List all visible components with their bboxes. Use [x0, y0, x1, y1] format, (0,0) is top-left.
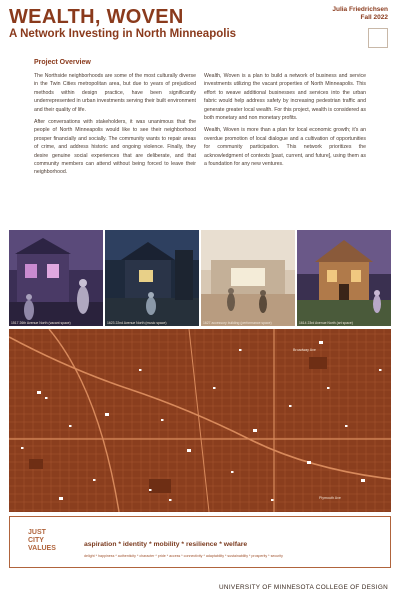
values-label-line: VALUES [28, 545, 56, 553]
author-name: Julia Friedrichsen [332, 6, 388, 13]
poster-title: WEALTH, WOVEN [9, 6, 184, 28]
overview-heading: Project Overview [34, 59, 91, 66]
photo-art-space [297, 230, 391, 326]
overview-paragraph: Wealth, Woven is a plan to build a network of business and service investments utilizing the vacant properties of North Minneapolis. This effort to weave additional businesses and services into the urban fabric would help address safety by increasing pedestrian traffic and generate greater local wealth. For this project, wealth is considered as both monetary and non monetary profits. [204, 73, 366, 122]
photo-music-space [105, 230, 199, 326]
supporting-values: delight * happiness * authenticity * character * pride * access * connectivity * adaptability * sustainability * prosperity * security [84, 554, 283, 558]
photo-caption: 1517 26th Avenue North (vacant space) [11, 321, 71, 325]
site-map [9, 329, 391, 512]
institution-footer: UNIVERSITY OF MINNESOTA COLLEGE OF DESIGN [218, 584, 388, 591]
overview-paragraph: Wealth, Woven is more than a plan for local economic growth; it's an overdue promotion of local dialogue and a cultivation of opportunities for community participation. This network prioritizes the acknowledgment of contexts [past, current, and future], using them as a foundation for any new ventures. [204, 127, 366, 168]
map-label: Plymouth Ave [319, 496, 341, 500]
qr-code-placeholder [368, 28, 388, 48]
photo-caption: 1627 accessory building (performance space) [203, 321, 272, 325]
photo-caption: 1614 23rd Avenue North (art space) [299, 321, 353, 325]
photo-strip [9, 230, 391, 326]
term-label: Fall 2022 [360, 14, 388, 21]
map-graphic [9, 329, 391, 512]
values-label-line: JUST [28, 529, 46, 536]
values-label [28, 529, 56, 554]
overview-paragraph: After conversations with stakeholders, it was unanimous that the people of North Minneapolis would like to see their neighborhood prosper financially and socially. The community wants to repair areas of crime, and address historic and ongoing violence. Finally, they desire genuine social experiences that are deliberate, and that community members can attend without being forced to leave their neighborhood. [34, 119, 196, 176]
photo-performance-space [201, 230, 295, 326]
photo-caption: 1623 22nd Avenue North (music space) [107, 321, 167, 325]
author-block [332, 6, 388, 22]
values-label-line: CITY [28, 537, 44, 545]
overview-left-column [34, 72, 196, 181]
poster-subtitle: A Network Investing in North Minneapolis [9, 28, 237, 40]
overview-right-column [204, 72, 366, 172]
map-label: Broadway Ave [293, 348, 316, 352]
core-values: aspiration * identity * mobility * resilience * welfare [84, 541, 248, 548]
photo-vacant-space [9, 230, 103, 326]
overview-paragraph: The Northside neighborhoods are some of the most culturally diverse in the Twin Cities metropolitan area, but due to years of prejudiced methods within design practice, have been significantly underrepresented in urban investments serving their built environment and their quality of life. [34, 73, 196, 113]
